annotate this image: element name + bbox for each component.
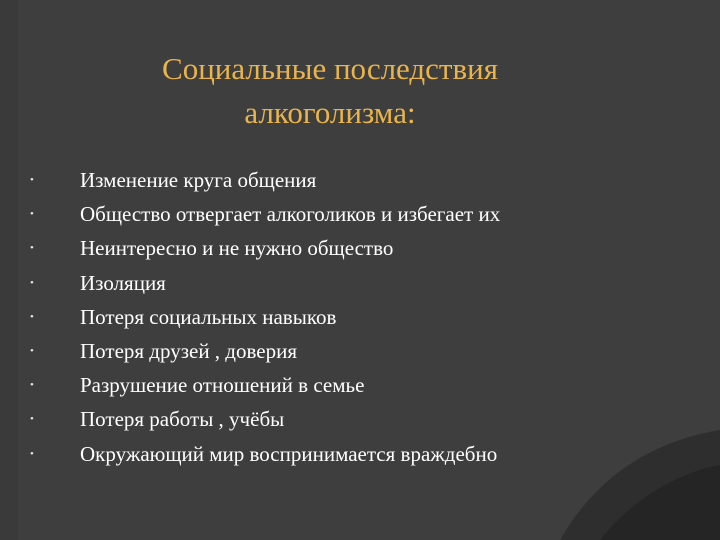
bullet-icon: •: [30, 242, 34, 255]
bullet-icon: •: [30, 276, 34, 289]
bullet-text: Потеря работы , учёбы: [80, 407, 285, 432]
title-line-2: алкоголизма:: [244, 94, 416, 130]
slide-title: [40, 47, 620, 135]
list-item: [30, 266, 690, 300]
list-item: [30, 368, 690, 402]
bullet-text: Потеря социальных навыков: [80, 304, 337, 329]
list-item: [30, 197, 690, 231]
bullet-text: Изменение круга общения: [80, 168, 317, 192]
bullet-icon: •: [30, 344, 34, 357]
bullet-icon: •: [30, 413, 34, 426]
list-item: [30, 231, 690, 265]
bullet-text: Окружающий мир воспринимается враждебно: [80, 441, 498, 466]
bullet-text: Разрушение отношений в семье: [80, 373, 365, 398]
bullet-text: Неинтересно и не нужно общество: [80, 236, 394, 261]
bullet-text: Общество отвергает алкоголиков и избегает их: [80, 202, 501, 227]
bullet-text: Потеря друзей , доверия: [80, 338, 298, 363]
list-item: [30, 300, 690, 334]
list-item: [30, 163, 690, 197]
list-item: [30, 334, 690, 368]
bullet-icon: •: [30, 310, 34, 323]
list-item: [30, 402, 690, 436]
list-item: [30, 437, 690, 471]
bullet-list: [30, 163, 690, 471]
bullet-icon: •: [30, 379, 34, 392]
title-line-1: Социальные последствия: [162, 50, 498, 86]
bullet-text: Изоляция: [80, 270, 166, 295]
bullet-icon: •: [30, 208, 34, 221]
bullet-icon: •: [30, 174, 34, 186]
bullet-icon: •: [30, 447, 34, 460]
